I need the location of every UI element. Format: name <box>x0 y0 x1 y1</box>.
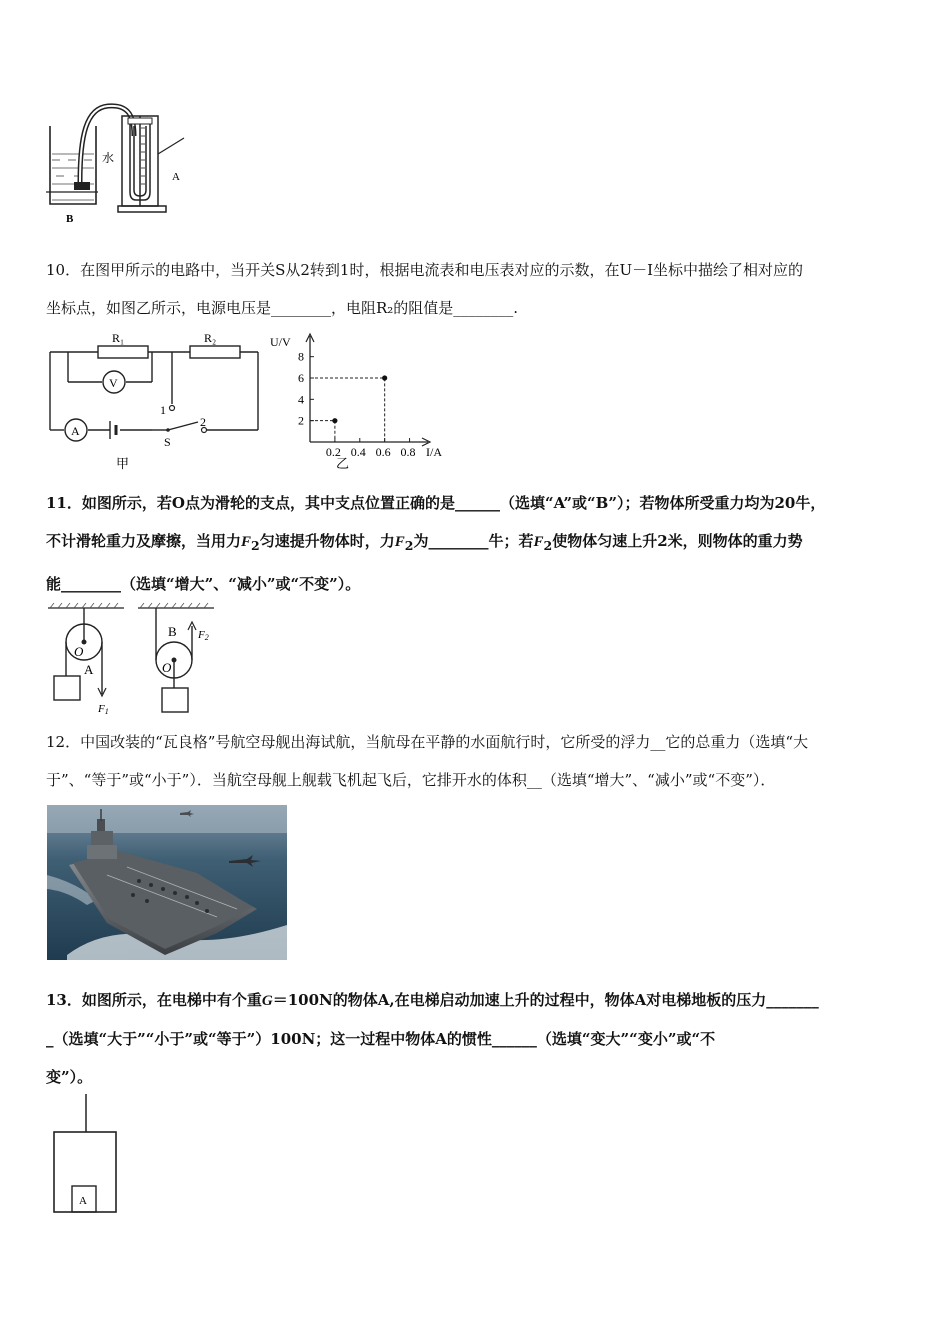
q11-line2-a: 不计滑轮重力及摩擦，当用力 <box>46 532 242 550</box>
q11-line1: 11．如图所示，若O点为滑轮的支点，其中支点位置正确的是______（选填“A”或“B”）；若物体所受重力均为20牛， <box>46 494 826 512</box>
q10-line2: 坐标点，如图乙所示，电源电压是________，电阻R₂的阻值是________. <box>46 299 519 317</box>
contact-1 <box>170 406 175 411</box>
q11-f-symbol: F <box>241 534 252 550</box>
q11-f-symbol-3: F <box>533 534 544 550</box>
graph-caption: 乙 <box>336 456 350 470</box>
x-tick-label: 0.2 <box>325 445 341 459</box>
q11-f-sub: 2 <box>251 538 260 553</box>
ammeter-label: A <box>71 424 80 438</box>
y-axis-label: U/V <box>270 335 291 349</box>
resistor-r1 <box>98 346 148 358</box>
probe-head <box>74 182 90 190</box>
q11-line2-c: 为________牛；若 <box>413 532 534 550</box>
question-11 <box>46 484 908 603</box>
f1-label: F1 <box>98 703 109 716</box>
circuit-diagram <box>44 330 266 470</box>
movable-pulley-b-label: B <box>168 624 177 639</box>
fixed-pulley-a-label: A <box>84 662 94 677</box>
voltmeter-label: V <box>109 376 118 390</box>
rubber-tube <box>80 106 134 182</box>
battery <box>110 421 116 439</box>
x-axis-label: I/A <box>426 445 442 459</box>
q11-f-sub-3: 2 <box>543 538 553 553</box>
q11-line2 <box>46 522 908 565</box>
guide-line <box>310 421 335 442</box>
q11-f-symbol-2: F <box>394 534 405 550</box>
movable-pulley-o: O <box>162 660 172 675</box>
gauge-scale <box>141 128 145 184</box>
q11-f-sub-2: 2 <box>404 538 414 553</box>
y-tick-label: 2 <box>298 413 304 428</box>
aircraft-carrier-photo <box>47 805 287 960</box>
water-hatching <box>52 154 94 200</box>
q11-line2-b: 匀速提升物体时，力 <box>259 532 395 550</box>
r1-label: R₁ <box>112 331 125 345</box>
q10-line1: 10．在图甲所示的电路中，当开关S从2转到1时，根据电流表和电压表对应的示数，在U－I坐标中描绘了相对应的 <box>46 261 804 279</box>
x-tick-label: 0.6 <box>375 445 391 459</box>
contact-1-label: 1 <box>160 403 166 417</box>
q13-line2: _（选填“大于”“小于”或“等于”）100N；这一过程中物体A的惯性______（选填“变大”“变小”或“不 <box>46 1030 716 1048</box>
question-12 <box>46 723 908 799</box>
ceiling-hatch <box>50 603 208 608</box>
q12-line1: 12．中国改装的“瓦良格”号航空母舰出海试航，当航母在平静的水面航行时，它所受的浮力__它的总重力（选填“大 <box>46 733 809 751</box>
q13-line1 <box>46 981 908 1020</box>
u-tube-gauge-a <box>118 116 166 212</box>
guide-line <box>310 378 385 442</box>
data-point <box>382 375 387 380</box>
ui-graph <box>268 330 464 470</box>
y-tick-label: 6 <box>298 371 304 385</box>
pointer-line <box>158 138 184 154</box>
x-tick-label: 0.4 <box>350 445 366 459</box>
label-a: A <box>172 171 180 183</box>
q13-line1-b: ＝100N的物体A,在电梯启动加速上升的过程中，物体A对电梯地板的压力_______ <box>272 991 819 1009</box>
x-tick-label: 0.8 <box>400 445 416 459</box>
pressure-gauge-figure <box>44 96 192 228</box>
switch-s <box>168 422 198 430</box>
question-10 <box>46 251 908 327</box>
object-a-label: A <box>79 1195 87 1207</box>
circuit-caption: 甲 <box>116 456 130 470</box>
question-13 <box>46 981 908 1096</box>
r2-label: R₂ <box>204 331 217 345</box>
pulley-figure <box>44 600 224 720</box>
switch-label: S <box>164 435 171 449</box>
data-point <box>332 418 337 423</box>
q13-line3: 变”）。 <box>46 1068 93 1086</box>
contact-2-label: 2 <box>200 415 206 429</box>
f2-label: F2 <box>198 629 209 642</box>
y-tick-label: 8 <box>298 349 304 364</box>
y-tick-label: 4 <box>298 392 304 407</box>
q11-line2-d: 使物体匀速上升2米，则物体的重力势 <box>552 532 803 550</box>
q13-g-symbol: G <box>261 993 273 1009</box>
fixed-pulley-o: O <box>74 644 84 659</box>
q13-line1-a: 13．如图所示，在电梯中有个重 <box>46 991 262 1009</box>
water-label: 水 <box>102 151 115 165</box>
resistor-r2 <box>190 346 240 358</box>
elevator-figure <box>50 1092 122 1216</box>
q11-line3: 能________（选填“增大”、“减小”或“不变”）。 <box>46 575 361 593</box>
label-b: B <box>66 213 74 225</box>
q12-line2: 于”、“等于”或“小于”）．当航空母舰上舰载飞机起飞后，它排开水的体积__（选填“增大”、“减小”或“不变”）． <box>46 771 776 789</box>
